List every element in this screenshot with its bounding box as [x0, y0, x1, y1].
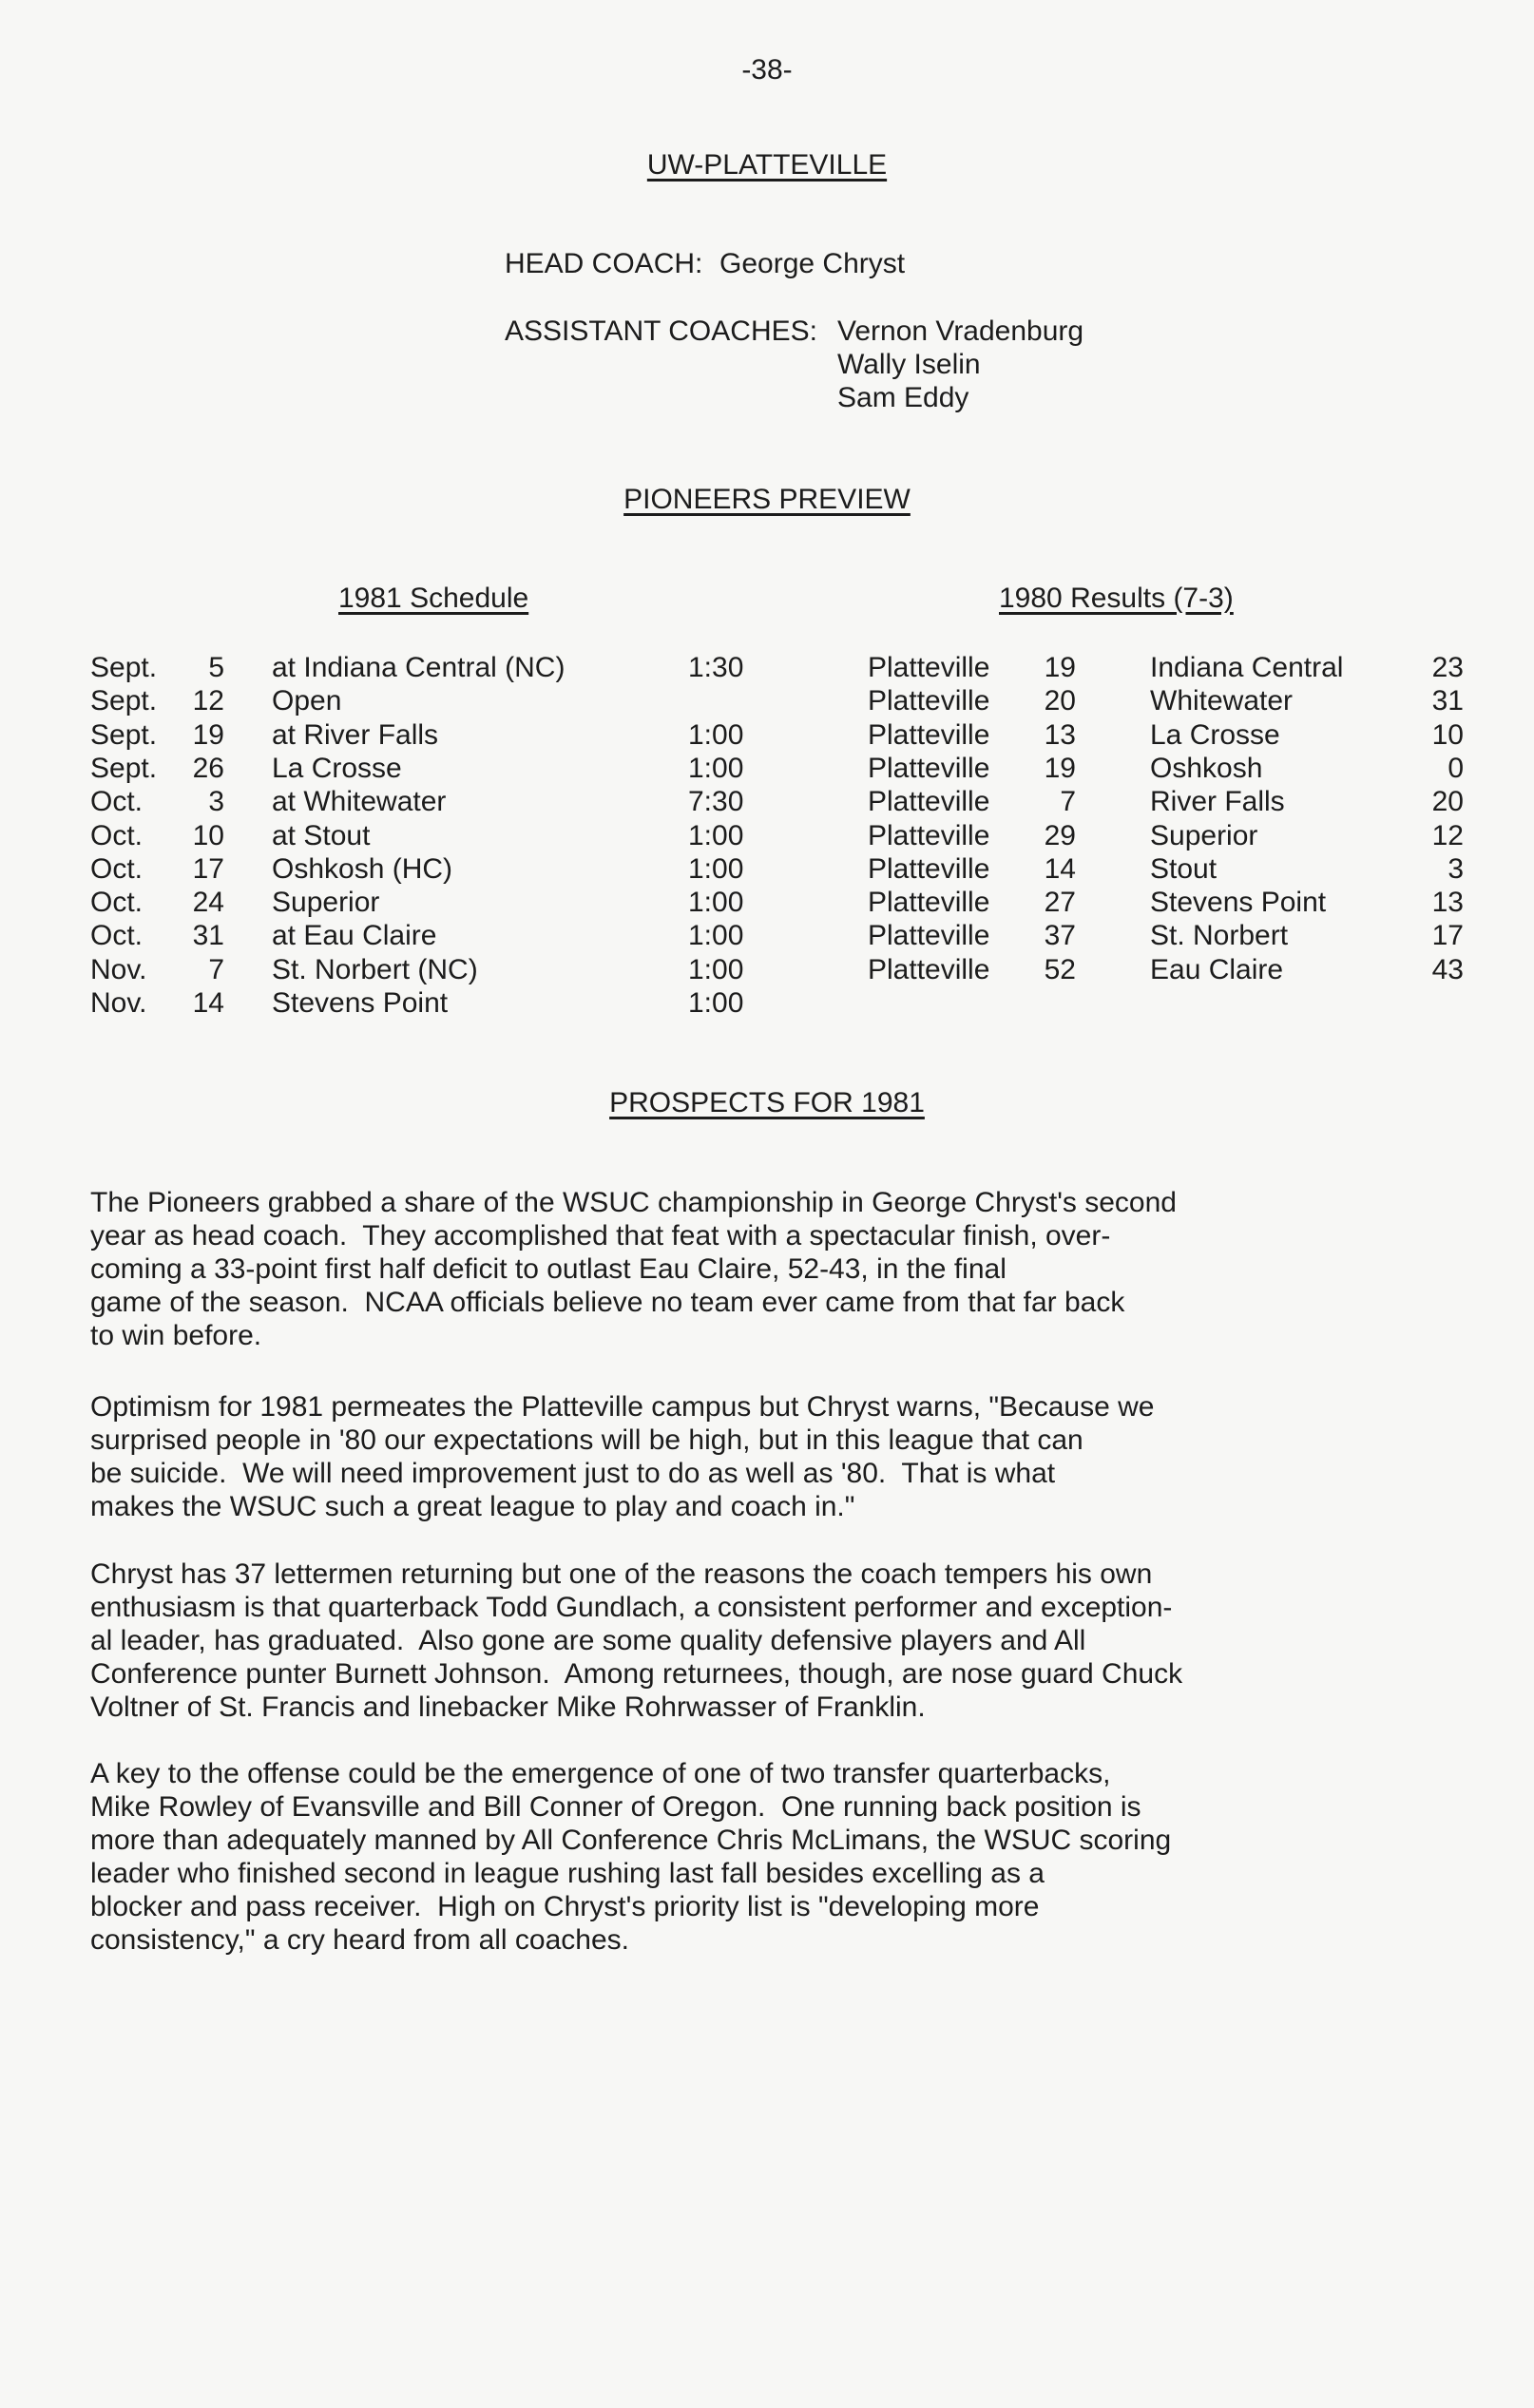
results-opponent-score: 17: [1431, 920, 1464, 952]
results-team: Platteville: [868, 685, 990, 717]
results-team: Platteville: [868, 819, 990, 851]
results-team: Platteville: [868, 652, 990, 683]
schedule-opponent: at Stout: [272, 819, 371, 851]
paragraph: [90, 1390, 1449, 1523]
results-score: 13: [1044, 718, 1076, 751]
results-opponent: La Crosse: [1150, 718, 1280, 751]
schedule-opponent: at Eau Claire: [272, 920, 437, 952]
results-row: [0, 953, 1534, 986]
schedule-day: 19: [192, 718, 224, 751]
assistant-coach-name: Vernon Vradenburg: [837, 315, 1084, 347]
results-opponent: Superior: [1150, 819, 1258, 851]
assistant-coaches-label: ASSISTANT COACHES:: [505, 315, 817, 347]
schedule-time: 1:00: [688, 752, 744, 784]
results-score: 14: [1044, 852, 1076, 885]
schedule-opponent: Superior: [272, 887, 380, 919]
head-coach-label: HEAD COACH:: [505, 248, 703, 279]
results-opponent-score: 31: [1431, 685, 1464, 717]
text-line: Chryst has 37 lettermen returning but one of the reasons the coach tempers his own: [90, 1558, 1153, 1590]
assistant-coach-name: Sam Eddy: [837, 382, 969, 413]
preview-heading: PIONEERS PREVIEW: [623, 484, 911, 515]
schedule-opponent: at Whitewater: [272, 786, 447, 818]
text-line: al leader, has graduated. Also gone are some quality defensive players and All: [90, 1625, 1086, 1656]
results-score: 19: [1044, 652, 1076, 683]
results-team: Platteville: [868, 718, 990, 751]
results-opponent-score: 13: [1431, 887, 1464, 919]
results-heading: 1980 Results (7-3): [999, 583, 1234, 614]
schedule-day: 17: [192, 852, 224, 885]
assistant-coach-name: Wally Iselin: [837, 349, 981, 380]
results-row: [0, 785, 1534, 818]
results-opponent: Oshkosh: [1150, 752, 1263, 784]
text-line: to win before.: [90, 1320, 262, 1351]
schedule-time: 7:30: [688, 786, 744, 818]
results-row: [0, 852, 1534, 886]
results-row: [0, 718, 1534, 752]
text-line: Optimism for 1981 permeates the Platteville campus but Chryst warns, "Because we: [90, 1391, 1155, 1423]
schedule-opponent: at River Falls: [272, 718, 439, 751]
schedule-month: Sept.: [90, 652, 158, 683]
text-line: The Pioneers grabbed a share of the WSUC championship in George Chryst's second: [90, 1187, 1177, 1218]
results-score: 52: [1044, 953, 1076, 985]
results-opponent-score: 0: [1448, 752, 1464, 784]
schedule-heading: 1981 Schedule: [338, 583, 529, 614]
schedule-time: 1:00: [688, 852, 744, 885]
schedule-month: Oct.: [90, 786, 144, 818]
results-opponent: River Falls: [1150, 786, 1285, 818]
schedule-time: 1:00: [688, 819, 744, 851]
schedule-month: Sept.: [90, 685, 158, 717]
results-team: Platteville: [868, 920, 990, 952]
page-title: UW-PLATTEVILLE: [646, 149, 888, 181]
head-coach-name: George Chryst: [719, 248, 906, 279]
text-line: blocker and pass receiver. High on Chryst's priority list is "developing more: [90, 1891, 1040, 1922]
schedule-day: 3: [208, 786, 224, 818]
schedule-day: 10: [192, 819, 224, 851]
schedule-month: Nov.: [90, 987, 147, 1019]
text-line: consistency," a cry heard from all coaches.: [90, 1924, 629, 1956]
results-row: [0, 919, 1534, 952]
text-line: more than adequately manned by All Conference Chris McLimans, the WSUC scoring: [90, 1825, 1172, 1856]
results-opponent: Indiana Central: [1150, 652, 1344, 683]
results-team: Platteville: [868, 852, 990, 885]
results-score: 37: [1044, 920, 1076, 952]
results-row: [0, 886, 1534, 919]
results-team: Platteville: [868, 786, 990, 818]
schedule-day: 31: [192, 920, 224, 952]
text-line: Conference punter Burnett Johnson. Among returnees, though, are nose guard Chuck: [90, 1658, 1183, 1690]
schedule-time: 1:00: [688, 987, 744, 1019]
results-opponent: Stevens Point: [1150, 887, 1327, 919]
schedule-time: 1:00: [688, 887, 744, 919]
results-team: Platteville: [868, 953, 990, 985]
results-row: [0, 684, 1534, 717]
schedule-opponent: Open: [272, 685, 342, 717]
schedule-month: Oct.: [90, 887, 144, 919]
results-opponent-score: 23: [1431, 652, 1464, 683]
results-score: 29: [1044, 819, 1076, 851]
schedule-row: [0, 986, 789, 1020]
schedule-opponent: Stevens Point: [272, 987, 449, 1019]
text-line: makes the WSUC such a great league to play and coach in.": [90, 1491, 855, 1522]
results-opponent-score: 20: [1431, 786, 1464, 818]
results-opponent-score: 12: [1431, 819, 1464, 851]
schedule-day: 12: [192, 685, 224, 717]
schedule-day: 7: [208, 953, 224, 985]
schedule-opponent: Oshkosh (HC): [272, 852, 453, 885]
results-opponent: Whitewater: [1150, 685, 1294, 717]
results-score: 20: [1044, 685, 1076, 717]
text-line: coming a 33-point first half deficit to outlast Eau Claire, 52-43, in the final: [90, 1253, 1007, 1285]
text-line: be suicide. We will need improvement just to do as well as '80. That is what: [90, 1458, 1056, 1489]
paragraph: [90, 1558, 1449, 1724]
schedule-month: Oct.: [90, 920, 144, 952]
schedule-opponent: La Crosse: [272, 752, 402, 784]
prospects-heading: PROSPECTS FOR 1981: [609, 1087, 925, 1118]
text-line: year as head coach. They accomplished that feat with a spectacular finish, over-: [90, 1220, 1111, 1252]
schedule-time: 1:00: [688, 920, 744, 952]
results-score: 7: [1060, 786, 1076, 818]
schedule-month: Oct.: [90, 819, 144, 851]
paragraph: [90, 1757, 1449, 1957]
results-opponent: Stout: [1150, 852, 1218, 885]
results-row: [0, 752, 1534, 785]
text-line: leader who finished second in league rushing last fall besides excelling as a: [90, 1858, 1045, 1889]
schedule-opponent: at Indiana Central (NC): [272, 652, 566, 683]
text-line: Voltner of St. Francis and linebacker Mike Rohrwasser of Franklin.: [90, 1691, 926, 1723]
schedule-time: 1:30: [688, 652, 744, 683]
results-row: [0, 651, 1534, 684]
results-opponent-score: 43: [1431, 953, 1464, 985]
schedule-month: Sept.: [90, 752, 158, 784]
text-line: Mike Rowley of Evansville and Bill Conner of Oregon. One running back position is: [90, 1791, 1141, 1823]
schedule-day: 5: [208, 652, 224, 683]
schedule-day: 14: [192, 987, 224, 1019]
schedule-day: 26: [192, 752, 224, 784]
schedule-month: Sept.: [90, 718, 158, 751]
results-score: 27: [1044, 887, 1076, 919]
results-opponent: Eau Claire: [1150, 953, 1284, 985]
schedule-opponent: St. Norbert (NC): [272, 953, 478, 985]
results-opponent-score: 10: [1431, 718, 1464, 751]
text-line: surprised people in '80 our expectations will be high, but in this league that can: [90, 1424, 1083, 1456]
text-line: game of the season. NCAA officials believe no team ever came from that far back: [90, 1287, 1125, 1318]
schedule-month: Oct.: [90, 852, 144, 885]
results-team: Platteville: [868, 752, 990, 784]
results-opponent: St. Norbert: [1150, 920, 1289, 952]
schedule-time: 1:00: [688, 953, 744, 985]
results-row: [0, 819, 1534, 852]
schedule-day: 24: [192, 887, 224, 919]
paragraph: [90, 1186, 1449, 1352]
text-line: enthusiasm is that quarterback Todd Gundlach, a consistent performer and exception-: [90, 1592, 1173, 1623]
results-score: 19: [1044, 752, 1076, 784]
schedule-time: 1:00: [688, 718, 744, 751]
schedule-month: Nov.: [90, 953, 147, 985]
results-team: Platteville: [868, 887, 990, 919]
results-opponent-score: 3: [1448, 852, 1464, 885]
page-number: -38-: [741, 54, 793, 86]
text-line: A key to the offense could be the emergence of one of two transfer quarterbacks,: [90, 1758, 1111, 1789]
